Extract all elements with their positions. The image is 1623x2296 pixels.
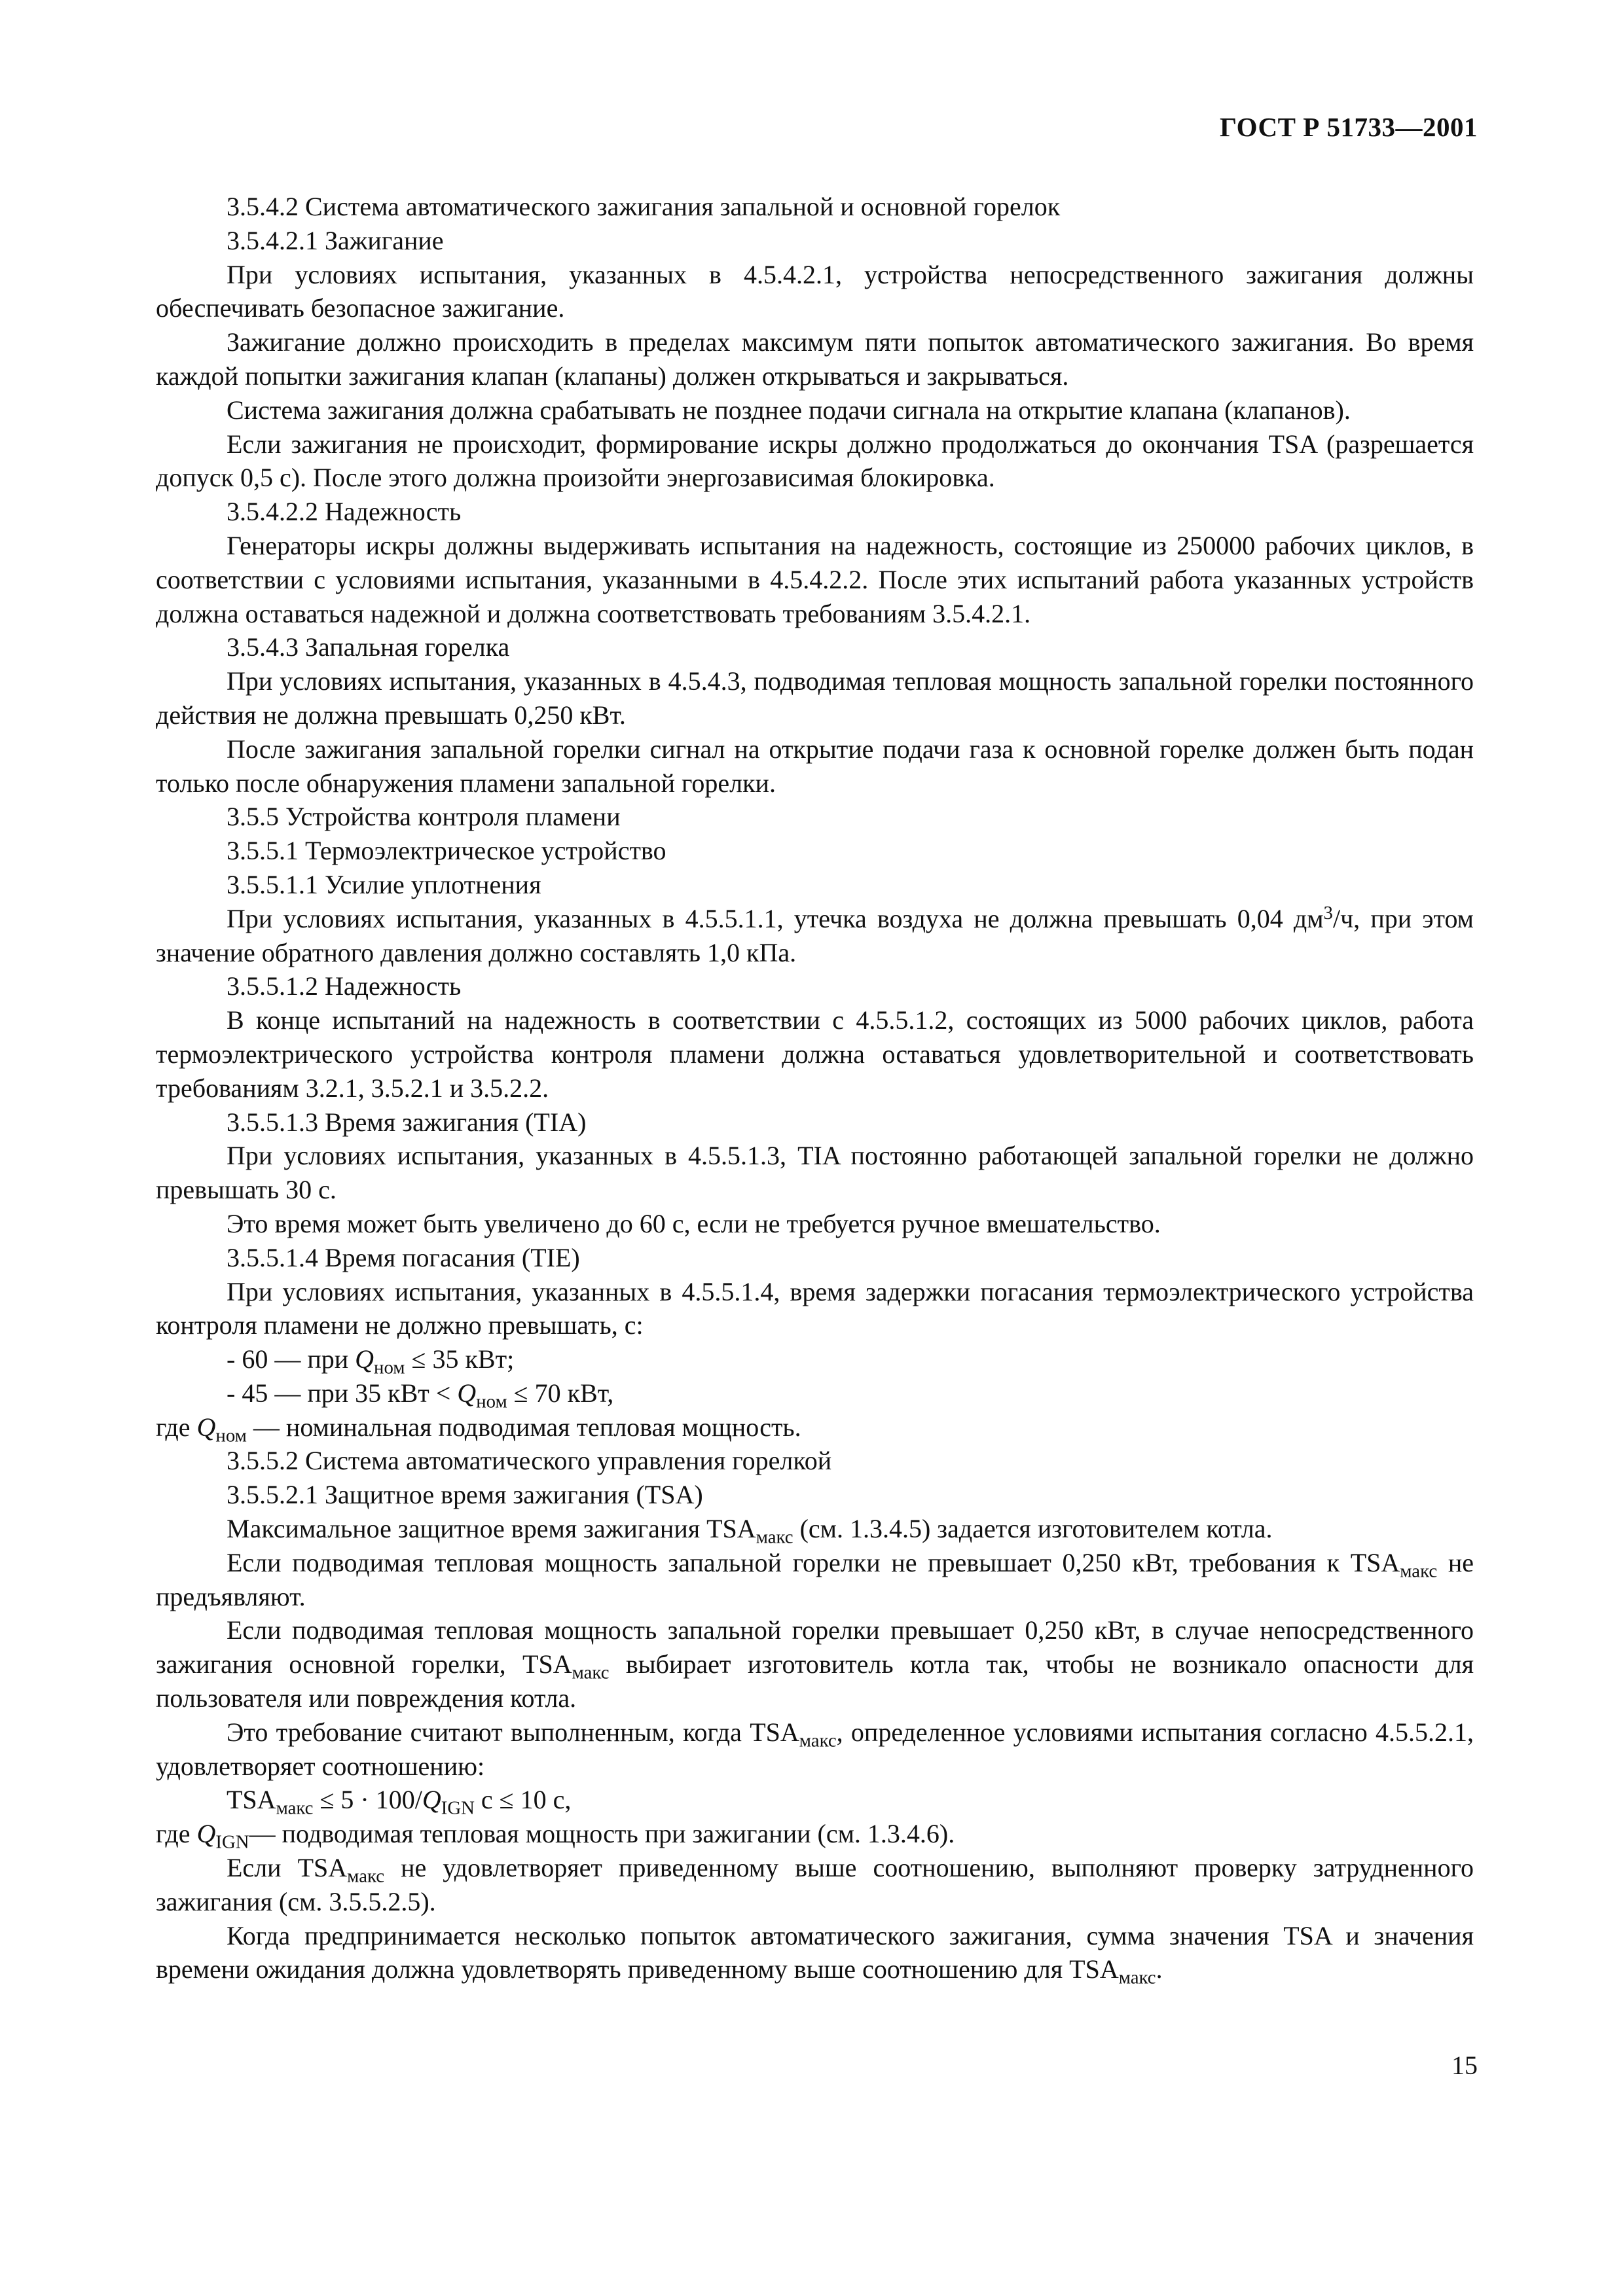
paragraph: Если зажигания не происходит, формирование искры должно продолжаться до окончания TSA (разрешается допуск 0,5 с). После этого должна произойти энергозависимая блокировка. xyxy=(156,429,1474,493)
subscript: макс xyxy=(1118,1967,1156,1989)
section-heading: 3.5.5.1 Термоэлектрическое устройство xyxy=(227,836,666,866)
paragraph: Система зажигания должна срабатывать не позднее подачи сигнала на открытие клапана (клапанов). xyxy=(227,395,1351,425)
text-run: ≤ 70 кВт, xyxy=(507,1378,614,1408)
text-run: Когда предпринимается несколько попыток автоматического зажигания, сумма значения TSA и значения времени ожидания должна удовлетворять приведенному выше соотношению для xyxy=(156,1920,1474,1984)
section-heading: 3.5.4.2 Система автоматического зажигания запальной и основной горелок xyxy=(227,192,1061,221)
text-run: . xyxy=(1156,1954,1163,1984)
subscript: макс xyxy=(799,1730,837,1751)
symbol-tsa: TSA xyxy=(1069,1954,1119,1984)
text-run: Если xyxy=(227,1853,298,1883)
symbol-tsa: TSA xyxy=(750,1717,799,1747)
text-run: Если подводимая тепловая мощность запальной горелки не превышает 0,250 кВт, требования к xyxy=(227,1547,1351,1577)
symbol-tsa: TSA xyxy=(227,1785,276,1815)
text-run: ≤ 35 кВт; xyxy=(405,1344,515,1374)
paragraph xyxy=(156,1546,1474,1614)
definition xyxy=(156,1817,1474,1851)
text-run: ≤ 5 · 100/ xyxy=(313,1785,422,1815)
paragraph xyxy=(156,902,1474,970)
symbol-tsa: TSA xyxy=(1350,1547,1400,1577)
list-item xyxy=(156,1376,1474,1410)
subscript: ном xyxy=(476,1391,507,1412)
text-run: , определенное условиями испытания согласно 4.5.5.2.1, удовлетворяет соотношению: xyxy=(156,1717,1474,1781)
section-heading: 3.5.5.1.4 Время погасания (TIE) xyxy=(227,1242,580,1272)
text-run: (см. 1.3.4.5) задается изготовителем котла. xyxy=(793,1514,1273,1544)
paragraph xyxy=(156,1851,1474,1919)
subscript: макс xyxy=(756,1526,793,1548)
symbol-q: Q xyxy=(355,1344,374,1374)
text-run: Максимальное защитное время зажигания xyxy=(227,1514,707,1544)
document-body xyxy=(156,190,1474,1989)
paragraph: Это время может быть увеличено до 60 с, если не требуется ручное вмешательство. xyxy=(227,1208,1161,1238)
symbol-q: Q xyxy=(196,1819,216,1849)
text-run: выбирает изготовитель котла так, чтобы не возникало опасности для пользователя или повреждения котла. xyxy=(156,1649,1474,1713)
definition xyxy=(156,1410,1474,1444)
text-run: /ч, при этом значение обратного давления должно составлять 1,0 кПа. xyxy=(156,903,1474,967)
paragraph: При условиях испытания, указанных в 4.5.5.1.3, TIA постоянно работающей запальной горелки не должно превышать 30 с. xyxy=(156,1141,1474,1205)
symbol-tsa: TSA xyxy=(706,1514,756,1544)
symbol-tsa: TSA xyxy=(522,1649,572,1679)
text-run: не удовлетворяет приведенному выше соотношению, выполняют проверку затрудненного зажигания (см. 3.5.5.2.5). xyxy=(156,1853,1474,1916)
subscript: ном xyxy=(215,1425,247,1446)
text-run: - 60 — при xyxy=(227,1344,356,1374)
text-run: Это требование считают выполненным, когда xyxy=(227,1717,750,1747)
symbol-tsa: TSA xyxy=(297,1853,348,1883)
section-heading: 3.5.4.3 Запальная горелка xyxy=(227,632,510,662)
paragraph: После зажигания запальной горелки сигнал на открытие подачи газа к основной горелке должен быть подан только после обнаружения пламени запальной горелки. xyxy=(156,734,1474,798)
text-run: не предъявляют. xyxy=(156,1547,1474,1611)
section-heading: 3.5.4.2.1 Зажигание xyxy=(227,225,444,255)
text-run: с ≤ 10 с, xyxy=(474,1785,572,1815)
paragraph: При условиях испытания, указанных в 4.5.4.2.1, устройства непосредственного зажигания должны обеспечивать безопасное зажигание. xyxy=(156,259,1474,323)
formula xyxy=(156,1783,1474,1820)
text-run: — подводимая тепловая мощность при зажигании (см. 1.3.4.6). xyxy=(249,1819,955,1849)
section-heading: 3.5.5.1.1 Усилие уплотнения xyxy=(227,869,541,899)
superscript: 3 xyxy=(1323,902,1333,924)
text-run: где xyxy=(156,1412,197,1442)
text-run: Если подводимая тепловая мощность запальной горелки превышает 0,250 кВт, в случае непосредственного зажигания основной горелки, xyxy=(156,1615,1474,1679)
subscript: IGN xyxy=(215,1831,249,1853)
symbol-q: Q xyxy=(196,1412,216,1442)
section-heading: 3.5.5.2 Система автоматического управления горелкой xyxy=(227,1446,832,1476)
text-run: При условиях испытания, указанных в 4.5.5.1.1, утечка воздуха не должна превышать 0,04 дм xyxy=(227,903,1324,933)
paragraph xyxy=(156,1613,1474,1715)
subscript: макс xyxy=(572,1662,610,1683)
page-number: 15 xyxy=(1451,2051,1478,2080)
text-run: - 45 — при 35 кВт < xyxy=(227,1378,458,1408)
subscript: макс xyxy=(276,1798,314,1820)
subscript: макс xyxy=(1400,1560,1438,1582)
subscript: IGN xyxy=(441,1798,475,1820)
section-heading: 3.5.5 Устройства контроля пламени xyxy=(227,802,621,832)
section-heading: 3.5.5.1.2 Надежность xyxy=(227,971,462,1001)
list-item xyxy=(156,1342,1474,1376)
subscript: макс xyxy=(347,1865,385,1887)
paragraph: В конце испытаний на надежность в соответствии с 4.5.5.1.2, состоящих из 5000 рабочих циклов, работа термоэлектрического устройства контроля пламени должна оставаться удовлетворительной и соответствовать требованиям 3.2.1, 3.5.2.1 и 3.5.2.2. xyxy=(156,1005,1474,1103)
text-run: где xyxy=(156,1819,197,1849)
paragraph: При условиях испытания, указанных в 4.5.4.3, подводимая тепловая мощность запальной горелки постоянного действия не должна превышать 0,250 кВт. xyxy=(156,666,1474,730)
section-heading: 3.5.4.2.2 Надежность xyxy=(227,497,462,527)
symbol-q: Q xyxy=(457,1378,477,1408)
paragraph: При условиях испытания, указанных в 4.5.5.1.4, время задержки погасания термоэлектрического устройства контроля пламени не должно превышать, с: xyxy=(156,1276,1474,1340)
document-header: ГОСТ Р 51733—2001 xyxy=(1220,112,1478,142)
text-run: — номинальная подводимая тепловая мощность. xyxy=(253,1412,801,1442)
section-heading: 3.5.5.2.1 Защитное время зажигания (TSA) xyxy=(227,1480,703,1510)
paragraph: Генераторы искры должны выдерживать испытания на надежность, состоящие из 250000 рабочих циклов, в соответствии с условиями испытания, указанными в 4.5.4.2.2. После этих испытаний работа указанных устройств должна оставаться надежной и должна соответствовать требованиям 3.5.4.2.1. xyxy=(156,530,1474,628)
paragraph xyxy=(156,1512,1474,1546)
symbol-q: Q xyxy=(422,1785,441,1815)
paragraph xyxy=(156,1919,1474,1987)
section-heading: 3.5.5.1.3 Время зажигания (TIA) xyxy=(227,1107,587,1137)
paragraph: Зажигание должно происходить в пределах максимум пяти попыток автоматического зажигания. Во время каждой попытки зажигания клапан (клапаны) должен открываться и закрываться. xyxy=(156,327,1474,391)
subscript: ном xyxy=(374,1357,405,1378)
paragraph xyxy=(156,1715,1474,1784)
